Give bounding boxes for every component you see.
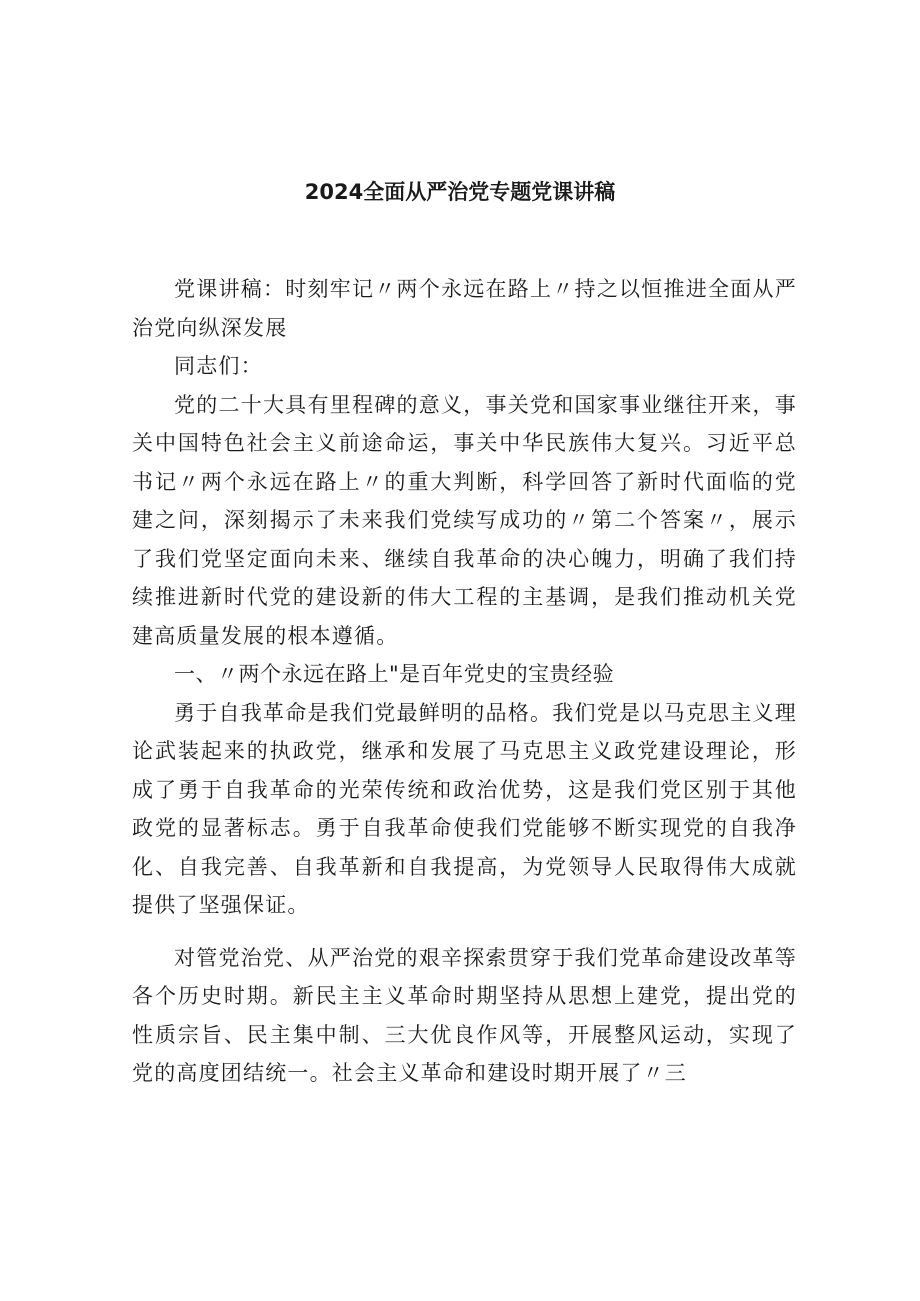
document-body bbox=[132, 270, 797, 1093]
body-paragraph-1: 勇于自我革命是我们党最鲜明的品格。我们党是以马克思主义理论武装起来的执政党，继承和发展了马克思主义政党建设理论，形成了勇于自我革命的光荣传统和政治优势，这是我们党区别于其他政党的显著标志。勇于自我革命使我们党能够不断实现党的自我净化、自我完善、自我革新和自我提高，为党领导人民取得伟大成就提供了坚强保证。 bbox=[132, 700, 797, 917]
document-title: 2024全面从严治党专题党课讲稿 bbox=[304, 180, 616, 204]
body-paragraph-2: 对管党治党、从严治党的艰辛探索贯穿于我们党革命建设改革等各个历史时期。新民主主义革命时期坚持从思想上建党，提出党的性质宗旨、民主集中制、三大优良作风等，开展整风运动，实现了党的高度团结统一。社会主义革命和建设时期开展了〃三 bbox=[132, 945, 797, 1085]
intro-paragraph: 党的二十大具有里程碑的意义，事关党和国家事业继往开来，事关中国特色社会主义前途命运，事关中华民族伟大复兴。习近平总书记〃两个永远在路上〃的重大判断，科学回答了新时代面临的党建之问，深刻揭示了未来我们党续写成功的〃第二个答案〃，展示了我们党坚定面向未来、继续自我革命的决心魄力，明确了我们持续推进新时代党的建设新的伟大工程的主基调，是我们推动机关党建高质量发展的根本遵循。 bbox=[132, 392, 797, 648]
lecture-subtitle-paragraph: 党课讲稿：时刻牢记〃两个永远在路上〃持之以恒推进全面从严治党向纵深发展 bbox=[132, 277, 797, 340]
section-heading-1: 一、〃两个永远在路上"是百年党史的宝贵经验 bbox=[174, 662, 615, 686]
salutation-paragraph: 同志们： bbox=[174, 354, 263, 378]
